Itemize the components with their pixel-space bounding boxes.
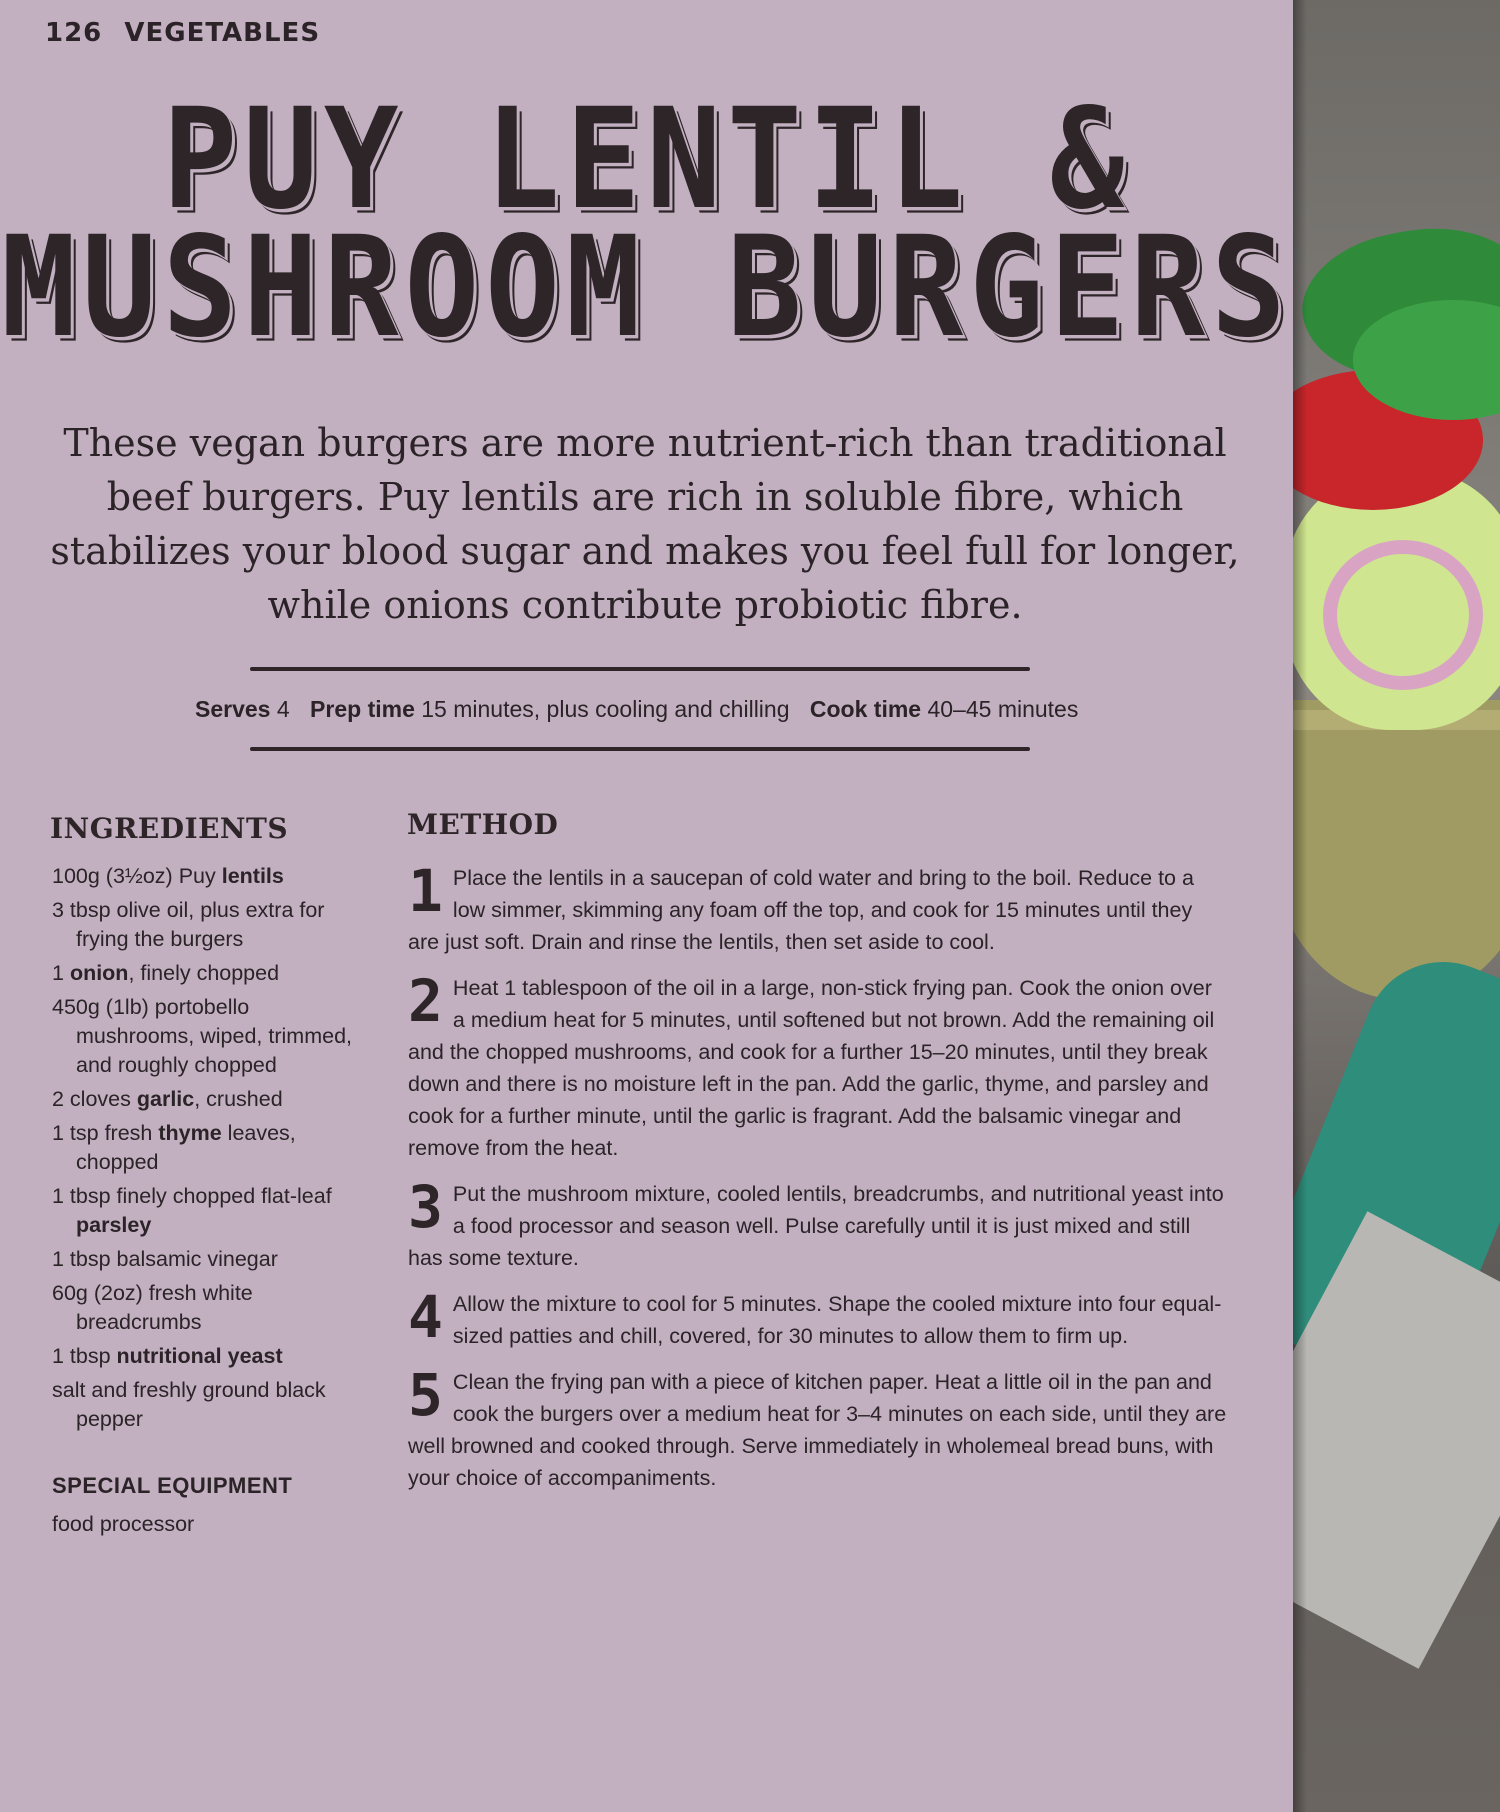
ingredient-key: parsley [76,1213,152,1237]
step-text: Put the mushroom mixture, cooled lentils, breadcrumbs, and nutritional yeast into a food processor and season well. Pulse carefully until it is just mixed and still has some texture. [408,1182,1224,1270]
ingredient-text: 1 tbsp finely chopped flat-leaf [52,1184,332,1208]
page-gutter-shadow [1293,0,1307,1812]
equipment-heading: SPECIAL EQUIPMENT [52,1473,293,1498]
ingredient-item [52,959,372,988]
ingredients-heading: INGREDIENTS [50,812,289,845]
ingredient-text: 3 tbsp olive oil, plus extra for frying the burgers [52,898,325,951]
section-name: VEGETABLES [124,18,321,48]
ingredient-item [52,896,372,954]
divider-bottom [250,747,1030,751]
ingredient-text: 450g (1lb) portobello mushrooms, wiped, trimmed, and roughly chopped [52,995,352,1077]
equipment-item: food processor [52,1512,195,1536]
serves-label: Serves [195,696,271,722]
ingredient-item [52,1376,372,1434]
intro-text: These vegan burgers are more nutrient-rich than traditional beef burgers. Puy lentils are rich in soluble fibre, which stabilizes your blood sugar and makes you feel full for longer, while onions contribute probiotic fibre. [50,421,1240,627]
method-heading: METHOD [407,808,559,841]
red-onion-ring [1323,540,1483,690]
ingredient-key: thyme [158,1121,222,1145]
ingredient-key: garlic [136,1087,195,1111]
ingredient-text: 60g (2oz) fresh white breadcrumbs [52,1281,253,1334]
cook-label: Cook time [809,696,922,722]
ingredient-text: 2 cloves [52,1087,137,1111]
ingredients-list [52,862,372,1439]
method-step [408,857,1228,958]
step-text: Heat 1 tablespoon of the oil in a large, non-stick frying pan. Cook the onion over a medium heat for 5 minutes, until softened but not brown. Add the remaining oil and the chopped mushrooms, and cook for a further 15–20 minutes, until they break down and there is no moisture left in the pan. Add the garlic, thyme, and parsley and cook for a further minute, until the garlic is fragrant. Add the balsamic vinegar and remove from the heat. [408,976,1215,1160]
running-head [45,18,320,48]
divider-top [250,667,1030,671]
method-step [408,1283,1228,1352]
step-text: Place the lentils in a saucepan of cold water and bring to the boil. Reduce to a low simmer, skimming any foam off the top, and cook for 15 minutes until they are just soft. Drain and rinse the lentils, then set aside to cool. [408,866,1194,954]
step-number: 5 [408,1361,443,1429]
food-photo [1293,0,1500,1812]
ingredient-text: , finely chopped [128,961,280,985]
ingredient-text: leaves, chopped [76,1121,296,1174]
ingredient-key: lentils [221,864,284,888]
serves-value: 4 [276,696,290,722]
cook-value: 40–45 minutes [927,696,1079,722]
prep-value: 15 minutes, plus cooling and chilling [421,696,790,722]
ingredient-item [52,993,372,1080]
ingredient-item [52,1342,372,1371]
ingredient-item [52,1245,372,1274]
ingredient-text: 1 tsp fresh [52,1121,159,1145]
ingredient-text: , crushed [194,1087,283,1111]
ingredient-text: 1 [52,961,70,985]
ingredient-item [52,1119,372,1177]
step-text: Allow the mixture to cool for 5 minutes. Shape the cooled mixture into four equal-sized patties and chill, covered, for 30 minutes to allow them to firm up. [452,1292,1222,1348]
salad-bowl [1293,700,1500,1000]
ingredient-item [52,862,372,891]
ingredient-text: 100g (3½oz) Puy [52,864,222,888]
method-steps [408,857,1228,1508]
ingredient-text: salt and freshly ground black pepper [52,1378,326,1431]
prep-label: Prep time [310,696,415,722]
step-text: Clean the frying pan with a piece of kitchen paper. Heat a little oil in the pan and cook the burgers over a medium heat for 3–4 minutes on each side, until they are well browned and cooked through. Serve immediately in wholemeal bread buns, with your choice of accompaniments. [408,1370,1227,1490]
ingredient-item [52,1182,372,1240]
ingredient-key: onion [69,961,129,985]
ingredient-text: 1 tbsp [52,1344,117,1368]
title-line-2: MUSHROOM BURGERS [1,207,1292,369]
title-line-1: PUY LENTIL & [162,79,1131,241]
ingredient-item [52,1279,372,1337]
recipe-title [0,79,1293,369]
method-step [408,967,1228,1164]
method-step [408,1173,1228,1274]
recipe-meta [195,696,1145,723]
step-number: 3 [408,1173,443,1241]
ingredient-key: nutritional yeast [116,1344,283,1368]
page-number: 126 [45,18,103,48]
step-number: 1 [408,857,443,925]
step-number: 4 [408,1283,443,1351]
ingredient-item [52,1085,372,1114]
ingredient-text: 1 tbsp balsamic vinegar [52,1247,278,1271]
method-step [408,1361,1228,1494]
step-number: 2 [408,967,443,1035]
